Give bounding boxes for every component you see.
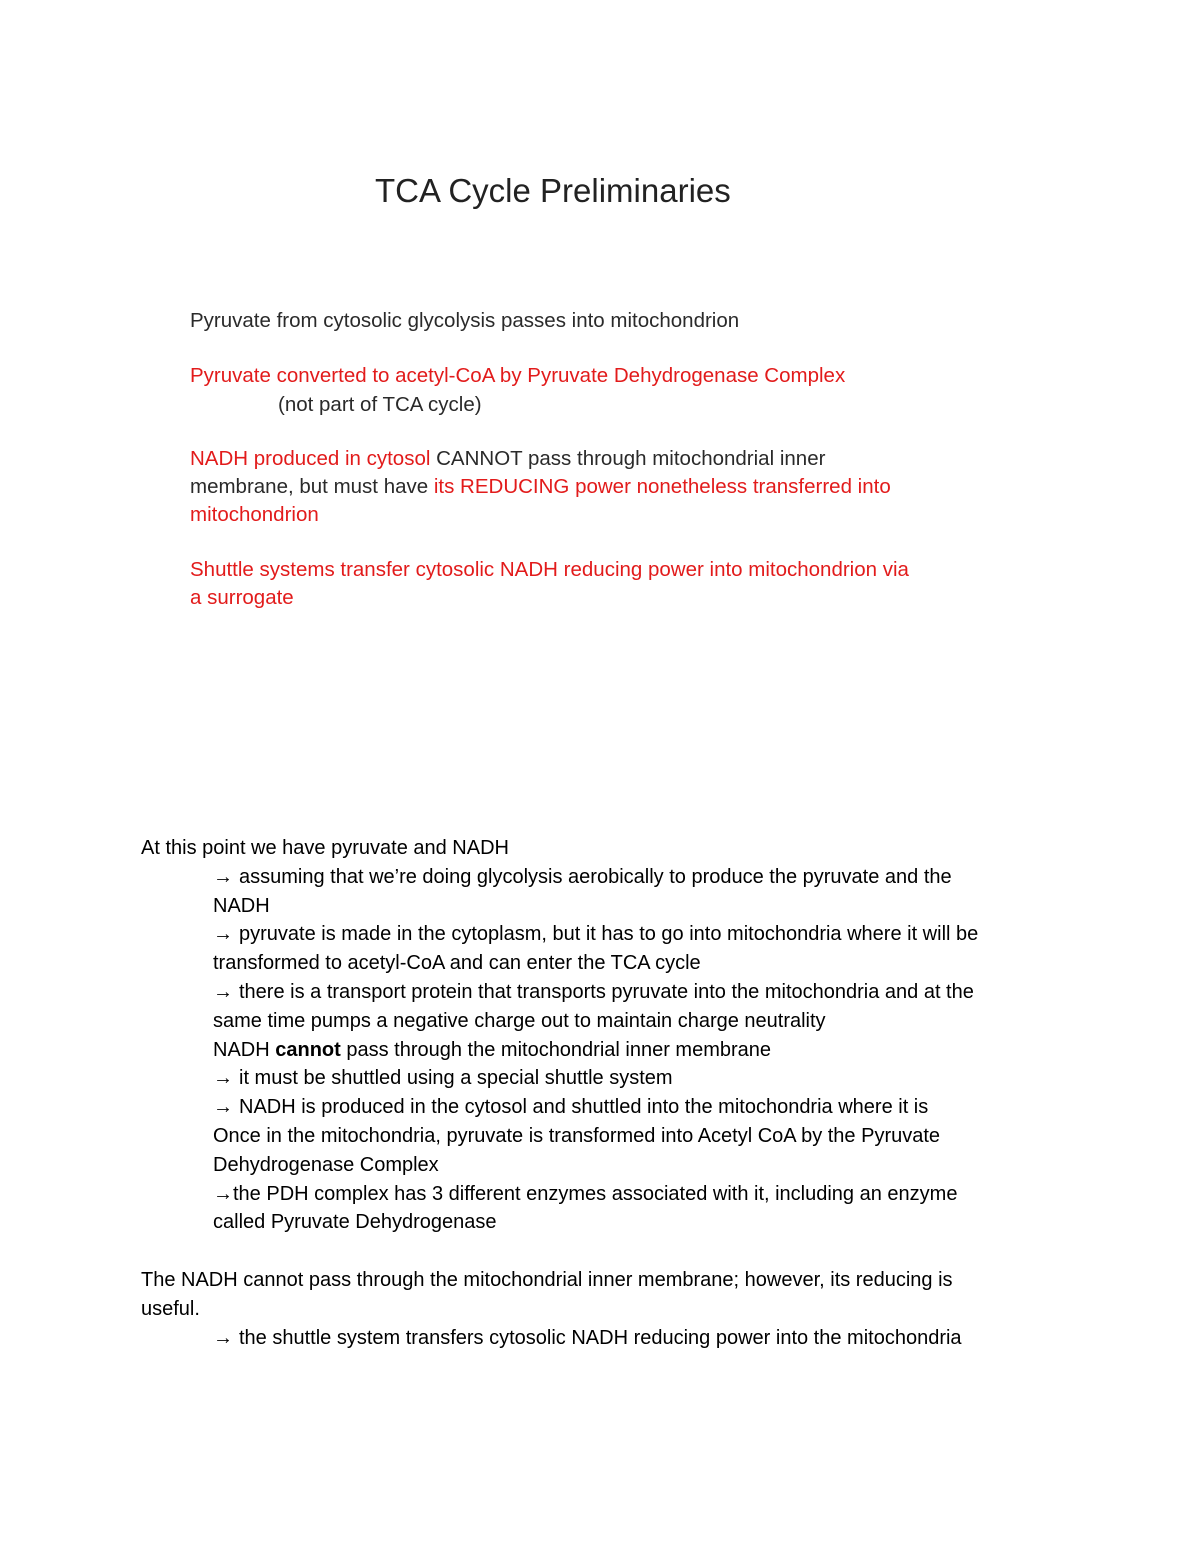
bullet-pdh-cont: called Pyruvate Dehydrogenase: [213, 1211, 497, 1234]
nadh-cannot-line: [141, 1036, 1081, 1065]
arrow-icon: →: [213, 1067, 233, 1090]
slide-line-nadh-produced: [190, 445, 825, 473]
bullet-shuttle-system: [141, 1324, 1081, 1353]
arrow-icon: →: [213, 865, 233, 888]
slide-image: [0, 0, 1200, 700]
arrow-icon: →: [213, 1096, 233, 1119]
bullet-text: the PDH complex has 3 different enzymes associated with it, including an enzyme: [233, 1182, 958, 1205]
slide-line-membrane-red: its REDUCING power nonetheless transferred into: [433, 475, 891, 498]
bullet-aerobic: [141, 863, 1081, 892]
notes-section: [141, 834, 1081, 1352]
slide-line-membrane-dark: membrane, but must have: [190, 475, 434, 498]
once-line: Once in the mitochondria, pyruvate is transformed into Acetyl CoA by the Pyruvate: [213, 1124, 941, 1147]
arrow-icon: →: [213, 1326, 233, 1349]
slide-title: TCA Cycle Preliminaries: [375, 172, 731, 209]
bullet-text: it must be shuttled using a special shuttle system: [239, 1067, 673, 1090]
bullet-text: assuming that we’re doing glycolysis aerobically to produce the pyruvate and the: [239, 865, 952, 888]
slide-line-pyruvate-converted: Pyruvate converted to acetyl-CoA by Pyruvate Dehydrogenase Complex: [190, 364, 846, 387]
bullet-nadh-produced: [141, 1093, 1081, 1122]
slide-line-pyruvate-passes: Pyruvate from cytosolic glycolysis passes into mitochondrion: [190, 309, 740, 332]
paragraph-nadh-cont: useful.: [141, 1297, 200, 1320]
nadh-text: NADH: [213, 1038, 276, 1061]
bullet-text: pyruvate is made in the cytoplasm, but it has to go into mitochondria where it will be: [239, 923, 979, 946]
spacer: [141, 1237, 1081, 1266]
bullet-transport-cont: same time pumps a negative charge out to maintain charge neutrality: [213, 1009, 826, 1032]
slide-line-membrane: [190, 473, 891, 501]
nadh-rest: pass through the mitochondrial inner membrane: [340, 1038, 772, 1061]
slide-line-shuttle: Shuttle systems transfer cytosolic NADH reducing power into mitochondrion via: [190, 558, 909, 581]
bullet-text: the shuttle system transfers cytosolic NADH reducing power into the mitochondria: [239, 1326, 962, 1349]
slide-line-nadh-dark: CANNOT pass through mitochondrial inner: [430, 447, 826, 470]
arrow-icon: →: [213, 980, 233, 1003]
arrow-icon: →: [213, 923, 233, 946]
bullet-transport: [141, 978, 1081, 1007]
bullet-aerobic-cont: NADH: [213, 894, 270, 917]
bullet-cytoplasm-cont: transformed to acetyl-CoA and can enter the TCA cycle: [213, 952, 701, 975]
arrow-icon: →: [213, 1182, 233, 1205]
slide-line-mitochondrion: mitochondrion: [190, 503, 319, 526]
once-line-cont: Dehydrogenase Complex: [213, 1153, 439, 1176]
slide-line-not-part: (not part of TCA cycle): [278, 393, 482, 416]
paragraph-nadh: The NADH cannot pass through the mitochondrial inner membrane; however, its reducing is: [141, 1268, 953, 1291]
cannot-bold: cannot: [275, 1038, 341, 1061]
bullet-text: NADH is produced in the cytosol and shuttled into the mitochondria where it is: [239, 1096, 929, 1119]
slide-line-surrogate: a surrogate: [190, 586, 294, 609]
notes-intro: At this point we have pyruvate and NADH: [141, 837, 509, 859]
bullet-shuttled: [141, 1064, 1081, 1093]
bullet-text: there is a transport protein that transports pyruvate into the mitochondria and at the: [239, 980, 974, 1003]
bullet-pdh: [141, 1180, 1081, 1209]
slide-line-nadh-red: NADH produced in cytosol: [190, 447, 431, 470]
bullet-cytoplasm: [141, 920, 1081, 949]
